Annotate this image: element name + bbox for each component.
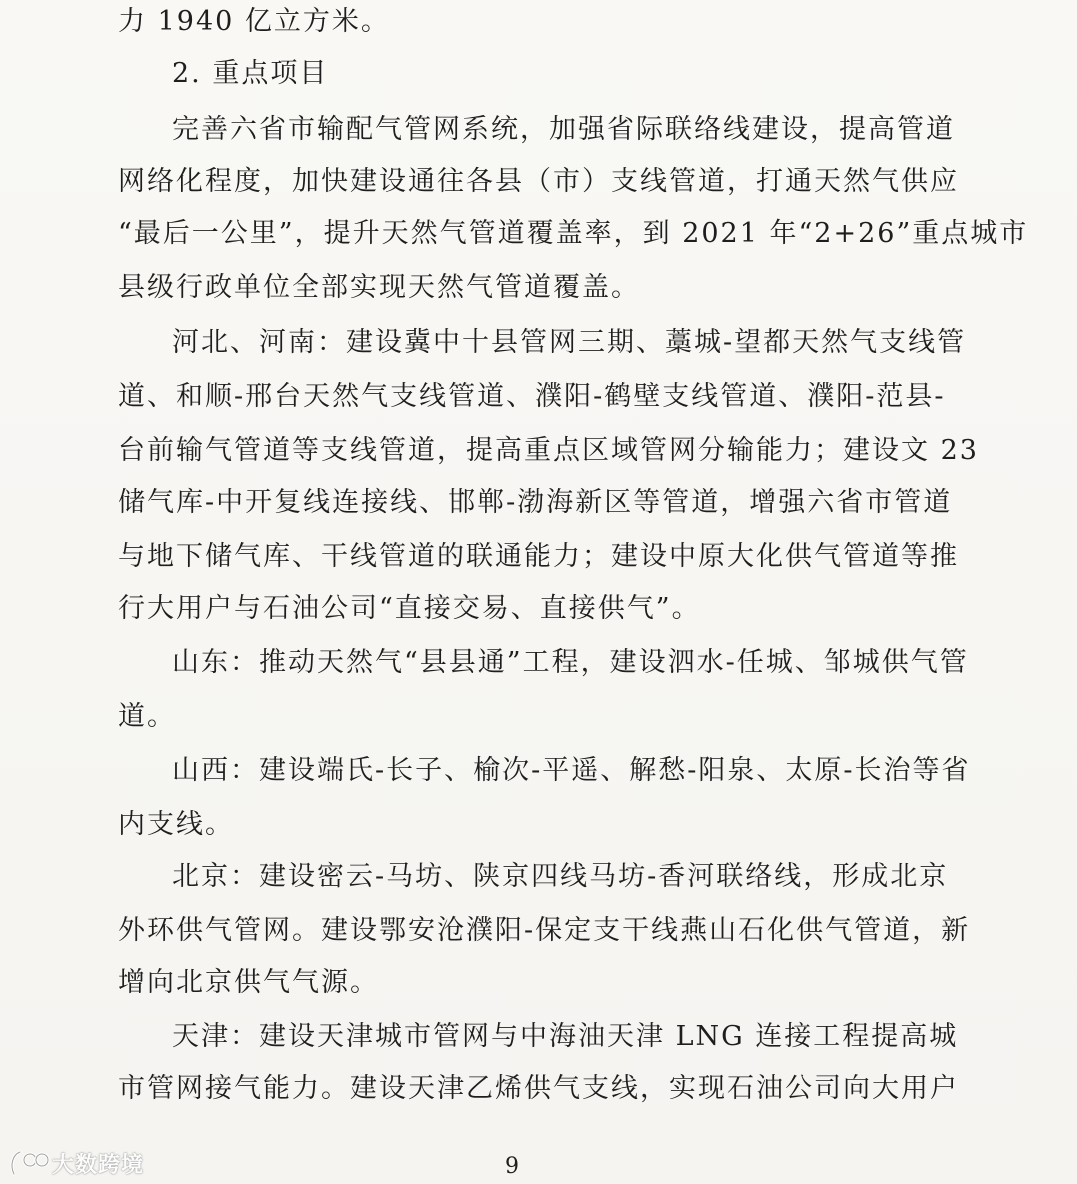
- text-line-20: 天津：建设天津城市管网与中海油天津 LNG 连接工程提高城: [172, 1021, 959, 1052]
- text-line-3: 完善六省市输配气管网系统，加强省际联络线建设，提高管道: [172, 114, 955, 145]
- text-line-19: 增向北京供气气源。: [118, 967, 379, 998]
- text-line-1: 力 1940 亿立方米。: [118, 6, 390, 37]
- text-line-12: 行大用户与石油公司“直接交易、直接供气”。: [118, 593, 701, 624]
- text-line-6: 县级行政单位全部实现天然气管道覆盖。: [118, 272, 640, 303]
- text-line-15: 山西：建设端氏-长子、榆次-平遥、解愁-阳泉、太原-长治等省: [172, 755, 971, 786]
- text-line-11: 与地下储气库、干线管道的联通能力；建设中原大化供气管道等推: [118, 541, 959, 572]
- section-heading: 2. 重点项目: [172, 58, 329, 89]
- text-line-10: 储气库-中开复线连接线、邯郸-渤海新区等管道，增强六省市管道: [118, 487, 953, 518]
- text-line-21: 市管网接气能力。建设天津乙烯供气支线，实现石油公司向大用户: [118, 1073, 959, 1104]
- page-number: 9: [505, 1154, 519, 1179]
- text-line-9: 台前输气管道等支线管道，提高重点区域管网分输能力；建设文 23: [118, 435, 979, 466]
- watermark: [8, 1146, 158, 1180]
- watermark-text: 大数跨境: [52, 1152, 145, 1178]
- text-line-7: 河北、河南：建设冀中十县管网三期、藁城-望都天然气支线管: [172, 327, 967, 358]
- text-line-5: “最后一公里”，提升天然气管道覆盖率，到 2021 年“2+26”重点城市: [118, 218, 1029, 249]
- text-line-14: 道。: [118, 701, 176, 732]
- text-line-8: 道、和顺-邢台天然气支线管道、濮阳-鹤壁支线管道、濮阳-范县-: [118, 381, 946, 412]
- text-line-18: 外环供气管网。建设鄂安沧濮阳-保定支干线燕山石化供气管道，新: [118, 915, 971, 946]
- text-line-16: 内支线。: [118, 809, 234, 840]
- watermark-logo-icon: [8, 1146, 52, 1180]
- text-line-13: 山东：推动天然气“县县通”工程，建设泗水-任城、邹城供气管: [172, 647, 969, 678]
- text-line-17: 北京：建设密云-马坊、陕京四线马坊-香河联络线，形成北京: [172, 861, 949, 892]
- text-line-4: 网络化程度，加快建设通往各县（市）支线管道，打通天然气供应: [118, 166, 959, 197]
